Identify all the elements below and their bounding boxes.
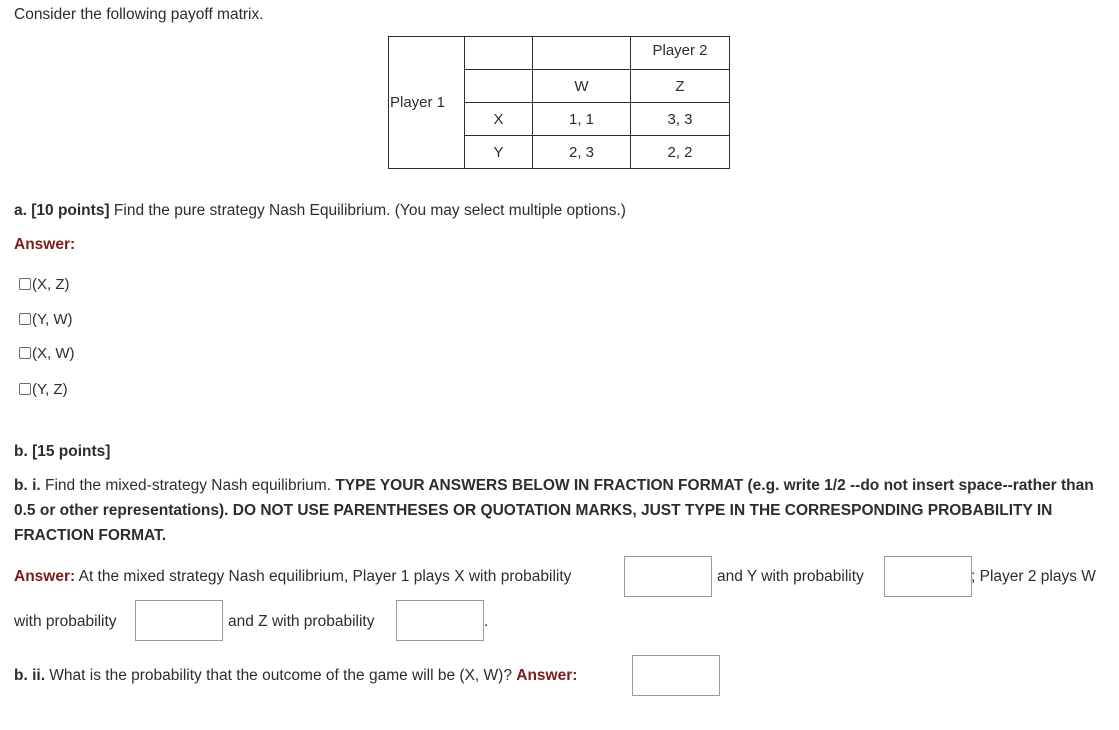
- part-b-i-prefix: b. i.: [14, 477, 41, 494]
- payoff-xw: 1, 1: [533, 103, 631, 136]
- answer-line-1-start: [14, 568, 571, 586]
- line2-text-a: with probability: [14, 613, 117, 630]
- matrix-empty-cell: [465, 70, 533, 103]
- payoff-matrix: [388, 36, 730, 169]
- part-a-prefix: a. [10 points]: [14, 202, 110, 219]
- matrix-empty-cell: [465, 37, 533, 70]
- option-label: (Y, W): [32, 310, 73, 328]
- part-b-ii-question: [14, 667, 577, 685]
- row-header-x: X: [465, 103, 533, 136]
- part-b-i-text: Find the mixed-strategy Nash equilibrium.: [40, 477, 336, 494]
- option-label: (X, Z): [32, 275, 70, 293]
- option-y-z[interactable]: [19, 380, 68, 398]
- option-x-w[interactable]: [19, 344, 75, 362]
- checkbox[interactable]: [19, 278, 31, 290]
- line1-text-c: ; Player 2 plays W: [971, 568, 1096, 585]
- line2-text-c: .: [484, 613, 489, 630]
- part-b-answer-label: Answer:: [14, 568, 76, 585]
- part-b-ii-prefix: b. ii.: [14, 667, 45, 684]
- part-b-header: b. [15 points]: [14, 443, 111, 460]
- option-label: (X, W): [32, 344, 75, 362]
- checkbox[interactable]: [19, 383, 31, 395]
- col-header-z: Z: [631, 70, 730, 103]
- payoff-yz: 2, 2: [631, 136, 730, 169]
- option-label: (Y, Z): [32, 380, 68, 398]
- p1-x-probability-input[interactable]: [624, 556, 712, 597]
- part-b-i-instructions: TYPE YOUR ANSWERS BELOW IN FRACTION FORMAT (e.g. write 1/2 --do not insert space--rather than 0.5 or other representations). DO NOT USE PARENTHESES OR QUOTATION MARKS, JUST TYPE IN THE CORRESPONDING PROBABILITY IN FRACTION FORMAT.: [14, 477, 1094, 544]
- part-a-answer-label: Answer:: [14, 236, 76, 253]
- p2-w-probability-input[interactable]: [135, 600, 223, 641]
- line1-text-b: and Y with probability: [717, 568, 864, 585]
- line2-text-b: and Z with probability: [228, 613, 375, 630]
- part-a-text: Find the pure strategy Nash Equilibrium. (You may select multiple options.): [109, 202, 626, 219]
- checkbox[interactable]: [19, 347, 31, 359]
- player1-label: Player 1: [389, 37, 465, 169]
- payoff-xz: 3, 3: [631, 103, 730, 136]
- part-a-question: [14, 202, 626, 220]
- player2-label: Player 2: [631, 37, 730, 70]
- intro-text: Consider the following payoff matrix.: [14, 6, 264, 23]
- p1-y-probability-input[interactable]: [884, 556, 972, 597]
- part-b-ii-answer-label: Answer:: [516, 667, 578, 684]
- payoff-yw: 2, 3: [533, 136, 631, 169]
- line1-text-a: At the mixed strategy Nash equilibrium, Player 1 plays X with probability: [75, 568, 572, 585]
- option-x-z[interactable]: [19, 275, 70, 293]
- xw-probability-input[interactable]: [632, 655, 720, 696]
- part-b-i-question: [14, 473, 1104, 548]
- p2-z-probability-input[interactable]: [396, 600, 484, 641]
- row-header-y: Y: [465, 136, 533, 169]
- matrix-empty-cell: [533, 37, 631, 70]
- col-header-w: W: [533, 70, 631, 103]
- part-b-ii-text: What is the probability that the outcome of the game will be (X, W)?: [45, 667, 517, 684]
- checkbox[interactable]: [19, 313, 31, 325]
- option-y-w[interactable]: [19, 310, 73, 328]
